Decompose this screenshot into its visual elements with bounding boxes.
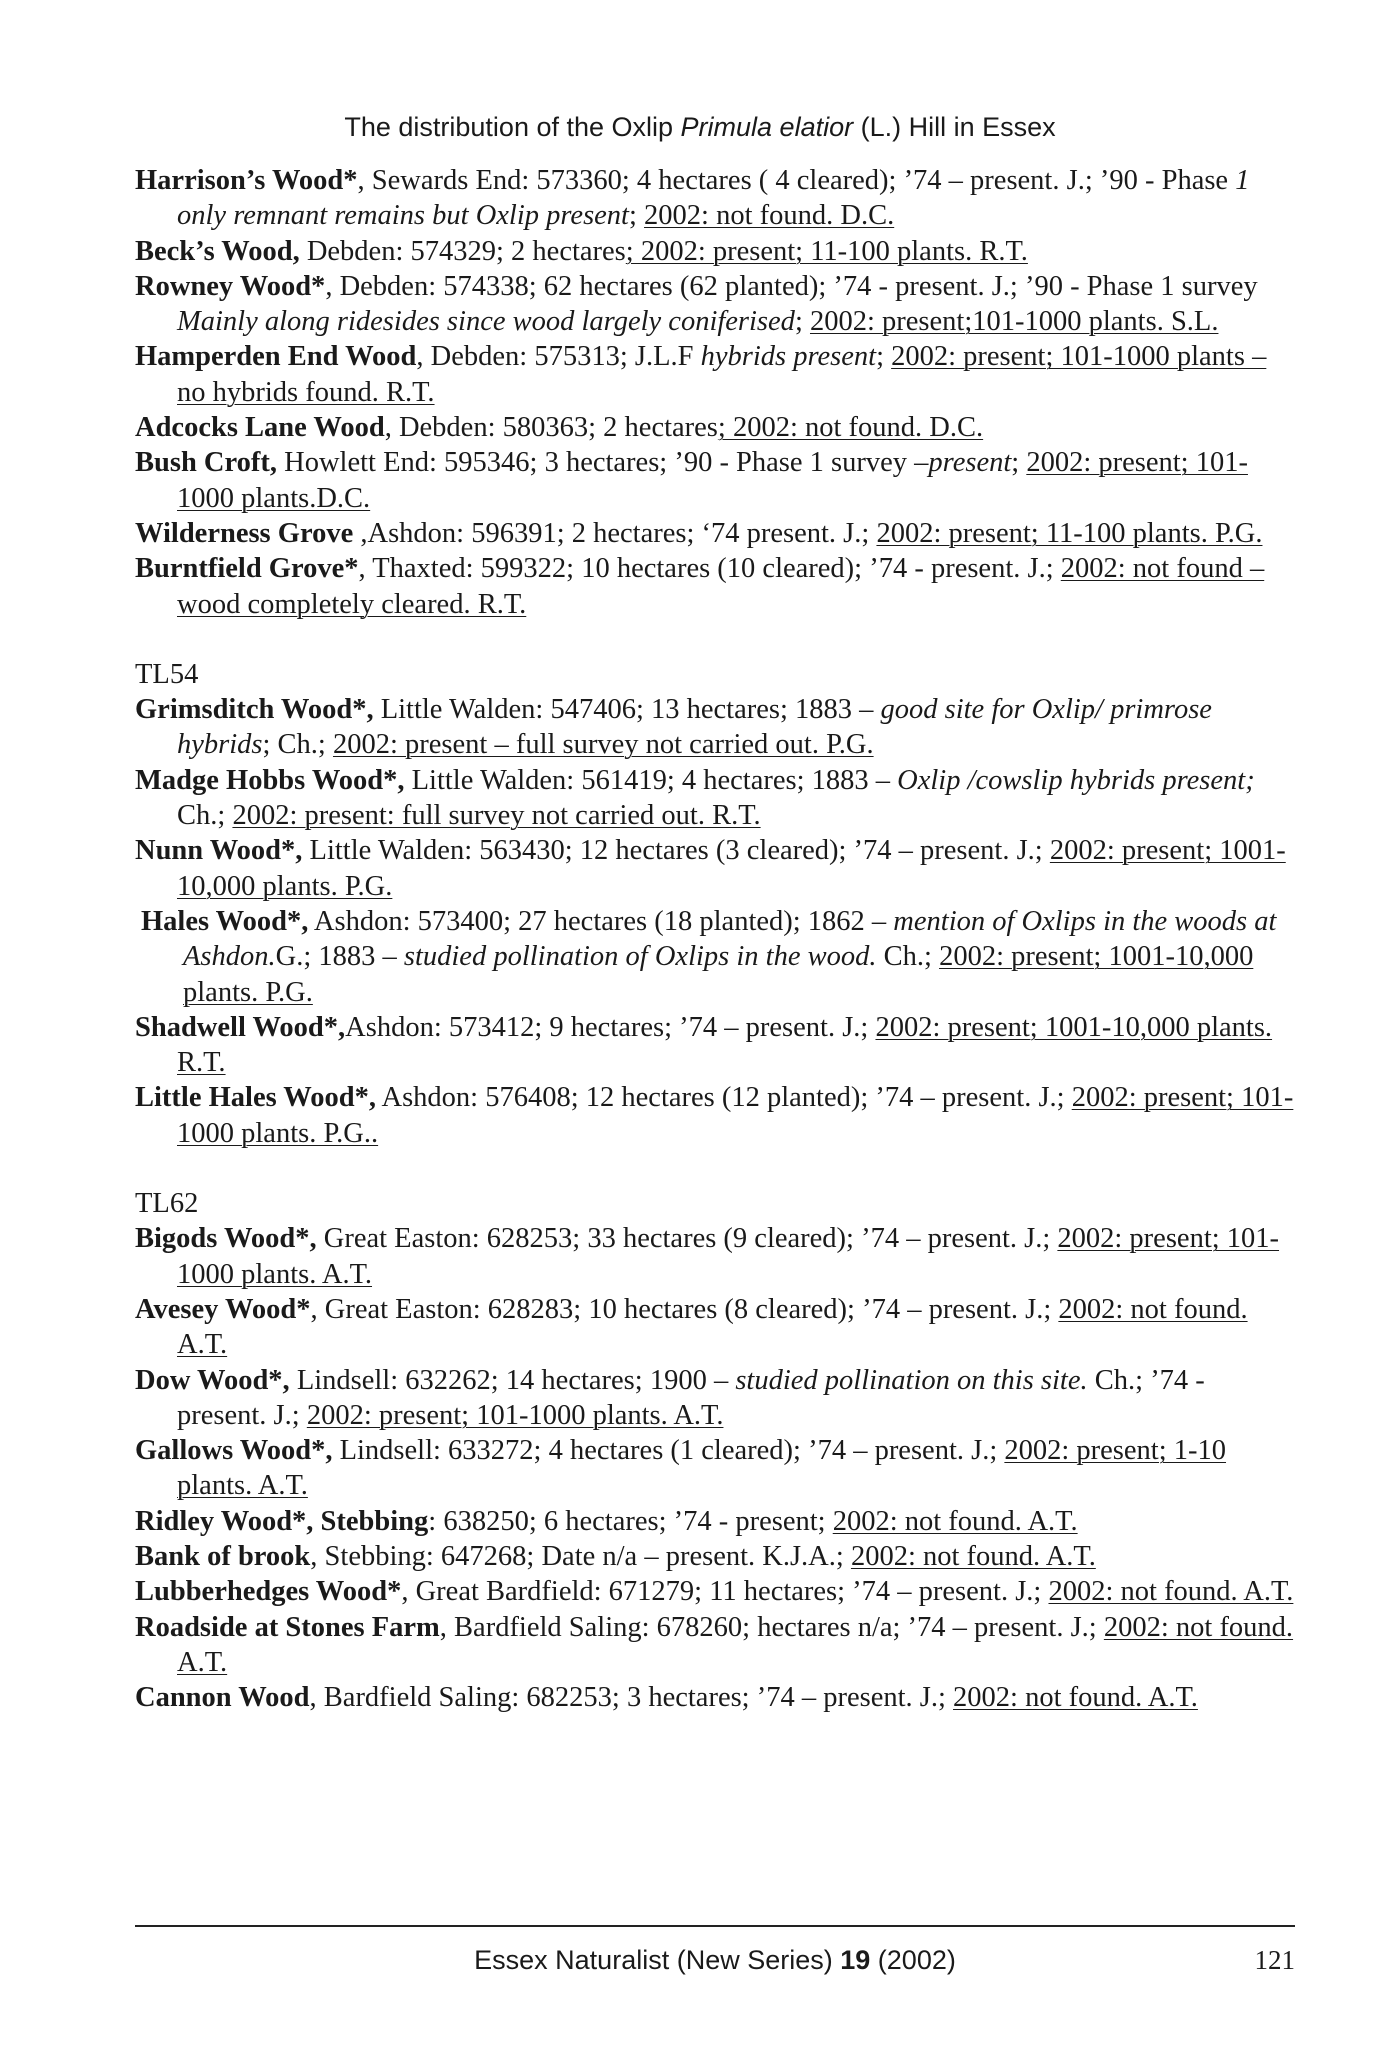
section-heading-tl54: TL54 bbox=[135, 658, 199, 690]
site-record-2002: 2002: not found. A.T. bbox=[177, 1293, 1248, 1361]
site-details-3: Ch.; bbox=[876, 941, 940, 973]
site-details: , Great Easton: 628283; 10 hectares (8 cleared); ’74 – present. J.; bbox=[310, 1293, 1059, 1325]
site-entry bbox=[135, 1610, 1295, 1681]
site-name: Bigods Wood*, bbox=[135, 1223, 317, 1255]
site-details-2: ; Ch.; bbox=[262, 729, 333, 761]
site-details-2: ; bbox=[794, 306, 810, 338]
site-record-2002: 2002: not found – wood completely cleared. R.T. bbox=[177, 553, 1265, 620]
site-name: Burntfield Grove* bbox=[135, 553, 359, 585]
site-details: Little Walden: 547406; 13 hectares; 1883 – bbox=[373, 694, 881, 726]
site-details: , Debden: 575313; J.L.F bbox=[416, 341, 701, 373]
site-name: Lubberhedges Wood* bbox=[135, 1576, 402, 1608]
site-record-2002: 2002: present; 1-10 plants. A.T. bbox=[177, 1435, 1227, 1502]
footer-divider bbox=[135, 1925, 1295, 1927]
page-footer bbox=[135, 1942, 1295, 1982]
site-name: Hamperden End Wood bbox=[135, 341, 417, 373]
site-note: 1 only remnant remains but Oxlip present bbox=[177, 165, 1250, 232]
site-entry bbox=[135, 551, 1295, 622]
site-entry bbox=[135, 833, 1295, 904]
site-name: Madge Hobbs Wood*, bbox=[135, 764, 405, 796]
site-details: , Thaxted: 599322; 10 hectares (10 cleared); ’74 - present. J.; bbox=[358, 553, 1061, 585]
site-details-2: G.; 1883 – bbox=[275, 941, 404, 973]
site-name: Roadside at Stones Farm bbox=[135, 1611, 440, 1643]
header-title-pre: The distribution of the Oxlip bbox=[344, 112, 681, 142]
site-details: Lindsell: 632262; 14 hectares; 1900 – bbox=[289, 1364, 736, 1396]
site-record-2002: 2002: present; 11-100 plants. P.G. bbox=[876, 517, 1263, 549]
site-entry bbox=[135, 1080, 1295, 1151]
site-record-2002: 2002: present; 101-1000 plants – no hybrids found. R.T. bbox=[177, 341, 1267, 408]
site-details-2: ; bbox=[876, 341, 892, 373]
site-entry bbox=[135, 1363, 1295, 1434]
site-entry bbox=[135, 269, 1295, 340]
site-name: Avesey Wood* bbox=[135, 1293, 311, 1325]
site-record-2002: ; 2002: present; 11-100 plants. R.T. bbox=[625, 235, 1028, 267]
site-entry bbox=[135, 692, 1295, 763]
site-entry bbox=[135, 163, 1295, 234]
site-name: Little Hales Wood*, bbox=[135, 1082, 376, 1114]
site-record-2002: 2002: present; 101-1000 plants. A.T. bbox=[177, 1223, 1280, 1290]
site-entry bbox=[135, 410, 1295, 445]
site-name: Grimsditch Wood*, bbox=[135, 694, 374, 726]
site-details: Ashdon: 573400; 27 hectares (18 planted); 1862 – bbox=[308, 905, 894, 937]
site-entry bbox=[135, 1221, 1295, 1292]
site-details-2: ; bbox=[628, 200, 645, 232]
site-note: Oxlip /cowslip hybrids present; bbox=[897, 764, 1255, 796]
site-record-2002: 2002: not found. A.T. bbox=[832, 1505, 1078, 1537]
site-note: present bbox=[928, 447, 1012, 479]
site-name: Harrison’s Wood* bbox=[135, 165, 358, 196]
site-name: Rowney Wood* bbox=[135, 270, 326, 302]
site-entry bbox=[135, 516, 1295, 551]
site-name: Cannon Wood bbox=[135, 1682, 310, 1714]
site-record-2002: 2002: present;101-1000 plants. S.L. bbox=[809, 306, 1219, 338]
site-details: , Debden: 574338; 62 hectares (62 planted); ’74 - present. J.; ’90 - Phase 1 survey bbox=[325, 270, 1258, 302]
header-title-post: (L.) Hill in Essex bbox=[853, 112, 1056, 142]
site-details: Ashdon: 573412; 9 hectares; ’74 – present. J.; bbox=[345, 1011, 876, 1043]
site-list bbox=[135, 163, 1295, 1715]
journal-title: Essex Naturalist (New Series) bbox=[474, 1945, 841, 1975]
journal-year: (2002) bbox=[870, 1945, 956, 1975]
journal-citation bbox=[135, 1942, 1295, 1978]
site-entry bbox=[135, 1680, 1295, 1715]
site-record-2002: 2002: not found. A.T. bbox=[177, 1611, 1294, 1678]
site-record-2002: 2002: present; 101-1000 plants. A.T. bbox=[306, 1399, 724, 1431]
site-details: Ashdon: 576408; 12 hectares (12 planted); ’74 – present. J.; bbox=[375, 1082, 1072, 1114]
site-record-2002: 2002: not found. A.T. bbox=[850, 1540, 1096, 1572]
site-record-2002: 2002: not found. D.C. bbox=[644, 200, 895, 232]
site-name: Dow Wood*, bbox=[135, 1364, 290, 1396]
site-details-2: Ch.; bbox=[177, 800, 233, 832]
site-entry bbox=[135, 1010, 1295, 1081]
site-details: Lindsell: 633272; 4 hectares (1 cleared); ’74 – present. J.; bbox=[332, 1435, 1005, 1467]
journal-volume: 19 bbox=[840, 1945, 871, 1975]
site-record-2002: 2002: not found. A.T. bbox=[953, 1682, 1198, 1714]
site-name: Beck’s Wood, bbox=[135, 235, 300, 267]
site-record-2002: ; 2002: not found. D.C. bbox=[717, 412, 984, 444]
site-note-2: studied pollination of Oxlips in the wood. bbox=[403, 941, 877, 973]
site-name: Ridley Wood*, Stebbing bbox=[135, 1505, 429, 1537]
site-entry bbox=[135, 763, 1295, 834]
site-entry bbox=[135, 1292, 1295, 1363]
site-entry bbox=[135, 445, 1295, 516]
site-name: Wilderness Grove bbox=[135, 517, 354, 549]
site-record-2002: 2002: present; 101-1000 plants. P.G.. bbox=[177, 1082, 1294, 1149]
entries-group-c bbox=[135, 1221, 1295, 1715]
site-record-2002: 2002: present; 1001-10,000 plants. P.G. bbox=[177, 835, 1286, 902]
site-record-2002: 2002: present – full survey not carried out. P.G. bbox=[332, 729, 874, 761]
running-header bbox=[0, 110, 1400, 144]
site-entry-hales-wood bbox=[135, 904, 1295, 1010]
section-heading-tl62: TL62 bbox=[135, 1188, 199, 1220]
site-details: , Stebbing: 647268; Date n/a – present. K.J.A.; bbox=[310, 1540, 851, 1572]
site-name: Bank of brook bbox=[135, 1540, 311, 1572]
site-details: ,Ashdon: 596391; 2 hectares; ‘74 present. J.; bbox=[353, 517, 877, 549]
site-details: , Debden: 580363; 2 hectares bbox=[384, 412, 718, 444]
site-record-2002: 2002: present; 1001-10,000 plants. R.T. bbox=[177, 1011, 1273, 1079]
site-note: Mainly along ridesides since wood largely coniferised bbox=[177, 306, 795, 338]
site-entry bbox=[135, 339, 1295, 410]
site-record-2002: 2002: present; 101-1000 plants.D.C. bbox=[177, 447, 1248, 514]
site-name: Adcocks Lane Wood bbox=[135, 412, 385, 444]
site-details-2: ; bbox=[1011, 447, 1027, 479]
header-species: Primula elatior bbox=[680, 112, 854, 142]
site-details: Great Easton: 628253; 33 hectares (9 cleared); ’74 – present. J.; bbox=[316, 1223, 1058, 1255]
site-details: , Bardfield Saling: 682253; 3 hectares; ’74 – present. J.; bbox=[309, 1682, 954, 1714]
site-record-2002: 2002: present: full survey not carried out. R.T. bbox=[232, 800, 761, 832]
site-details: Little Walden: 563430; 12 hectares (3 cleared); ’74 – present. J.; bbox=[302, 835, 1050, 867]
site-entry bbox=[135, 234, 1295, 269]
site-details: Little Walden: 561419; 4 hectares; 1883 – bbox=[404, 764, 898, 796]
site-name: Gallows Wood*, bbox=[135, 1435, 333, 1467]
site-record-2002: 2002: present; 1001-10,000 plants. P.G. bbox=[183, 941, 1254, 1008]
entries-group-b bbox=[135, 692, 1295, 1151]
site-note: mention of Oxlips in the woods at Ashdon. bbox=[183, 905, 1277, 973]
site-name: Hales Wood*, bbox=[141, 905, 309, 937]
site-name: Nunn Wood*, bbox=[135, 835, 303, 867]
page-number: 121 bbox=[1254, 1945, 1295, 1975]
site-name: Shadwell Wood*, bbox=[135, 1011, 346, 1043]
site-record-2002: 2002: not found. A.T. bbox=[1048, 1576, 1294, 1608]
site-note: hybrids present bbox=[700, 341, 877, 373]
site-details: Debden: 574329; 2 hectares bbox=[299, 235, 626, 267]
site-entry bbox=[135, 1504, 1295, 1539]
site-details: , Bardfield Saling: 678260; hectares n/a; ’74 – present. J.; bbox=[439, 1611, 1104, 1643]
site-note: good site for Oxlip/ primrose hybrids bbox=[177, 694, 1212, 761]
site-entry bbox=[135, 1539, 1295, 1574]
site-details: , Great Bardfield: 671279; 11 hectares; ’74 – present. J.; bbox=[401, 1576, 1049, 1608]
site-details: Howlett End: 595346; 3 hectares; ’90 - Phase 1 survey – bbox=[277, 447, 929, 479]
site-details-2: Ch.; ’74 - present. J.; bbox=[177, 1364, 1205, 1431]
site-entry bbox=[135, 1433, 1295, 1504]
site-note: studied pollination on this site. bbox=[735, 1364, 1088, 1396]
site-details: : 638250; 6 hectares; ’74 - present; bbox=[428, 1505, 833, 1537]
site-name: Bush Croft, bbox=[135, 447, 277, 479]
site-entry bbox=[135, 1574, 1295, 1609]
site-details: , Sewards End: 573360; 4 hectares ( 4 cleared); ’74 – present. J.; ’90 - Phase bbox=[357, 165, 1236, 196]
entries-group-a bbox=[135, 163, 1295, 622]
